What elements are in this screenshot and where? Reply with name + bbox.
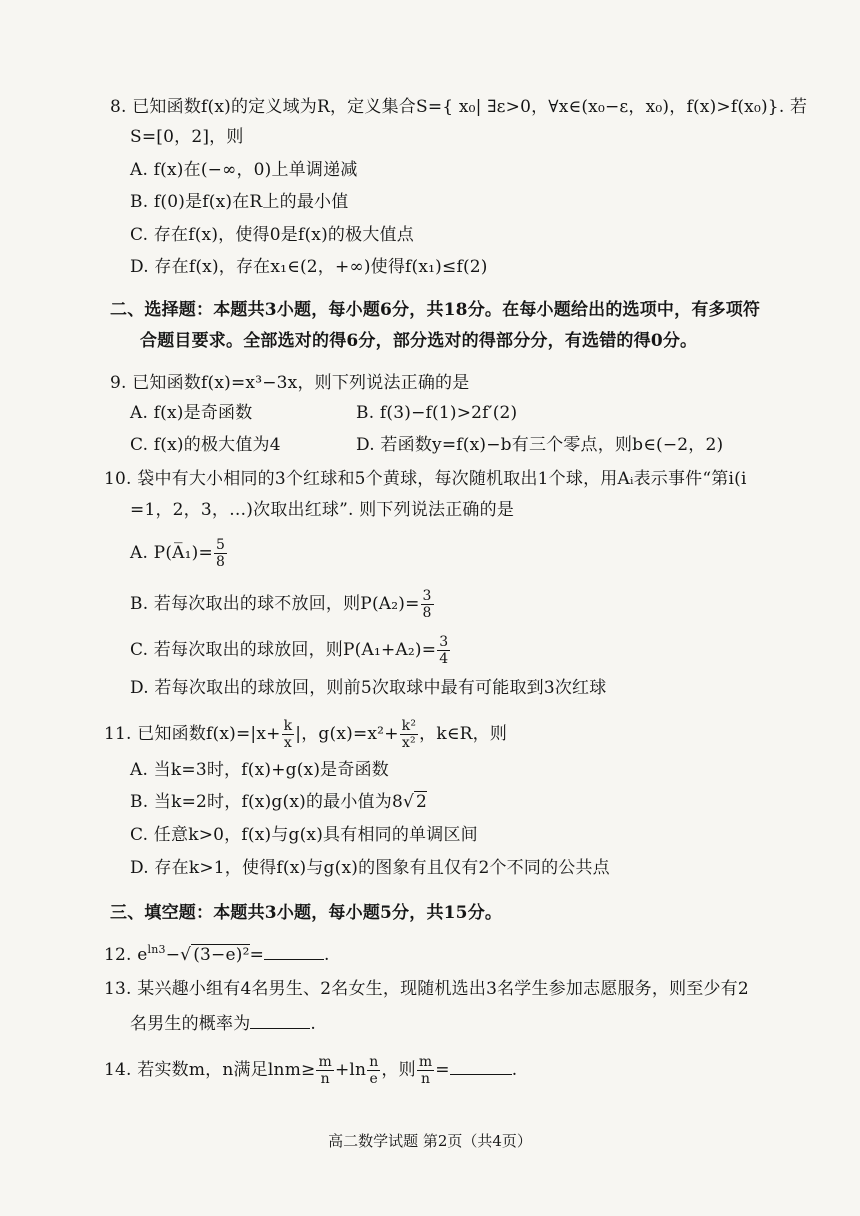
q9-option-c: C. f(x)的极大值为4 <box>130 435 281 455</box>
q13-line1: 13. 某兴趣小组有4名男生、2名女生，现随机选出3名学生参加志愿服务，则至少有2 <box>104 979 749 999</box>
q11-option-c: C. 任意k>0，f(x)与g(x)具有相同的单调区间 <box>130 825 478 845</box>
q14-equals: = <box>435 1060 450 1080</box>
q10-stem-line1: 10. 袋中有大小相同的3个红球和5个黄球，每次随机取出1个球，用Aᵢ表示事件“第i(i <box>104 469 747 489</box>
q11-option-b-text: B. 当k=2时，f(x)g(x)的最小值为8√ <box>130 792 414 812</box>
q9-option-b: B. f(3)−f(1)>2f′(2) <box>356 403 518 423</box>
q14-part1: 14. 若实数m，n满足lnm≥ <box>104 1060 316 1080</box>
q9-option-d: D. 若函数y=f(x)−b有三个零点，则b∈(−2，2) <box>356 435 724 455</box>
q14-answer-blank[interactable] <box>450 1060 512 1075</box>
q11-option-a: A. 当k=3时，f(x)+g(x)是奇函数 <box>130 760 389 780</box>
fraction-denominator: e <box>369 1071 379 1087</box>
fraction-denominator: 4 <box>439 651 449 667</box>
q8-option-b: B. f(0)是f(x)在R上的最小值 <box>130 192 349 212</box>
q13-answer-blank[interactable] <box>250 1014 310 1029</box>
q10-option-c <box>130 634 451 667</box>
q12 <box>104 939 330 966</box>
q14-part3: ，则 <box>381 1060 416 1080</box>
q11-fraction-k2-over-x2 <box>400 718 419 751</box>
q12-period: . <box>324 945 330 965</box>
fraction-numerator: 3 <box>439 634 449 650</box>
fraction-denominator: n <box>320 1071 330 1087</box>
section2-heading-line1: 二、选择题：本题共3小题，每小题6分，共18分。在每小题给出的选项中，有多项符 <box>110 300 761 320</box>
q10-option-c-text: C. 若每次取出的球放回，则P(A₁+A₂)= <box>130 640 437 660</box>
q12-answer-blank[interactable] <box>264 945 324 960</box>
q11-option-b-radicand: 2 <box>416 792 428 812</box>
q14-fraction-m-over-n-answer <box>417 1054 434 1087</box>
q10-option-d: D. 若每次取出的球放回，则前5次取球中最有可能取到3次红球 <box>130 678 607 698</box>
q12-equals: = <box>249 945 265 965</box>
fraction-denominator: x² <box>401 735 416 751</box>
q11-fraction-k-over-x <box>282 718 295 751</box>
q8-stem-line2: S=[0，2]，则 <box>130 127 244 147</box>
q13-line2 <box>130 1013 316 1035</box>
q12-exponent: ln3 <box>147 943 166 956</box>
section2-heading-line2: 合题目要求。全部选对的得6分，部分选对的得部分分，有选错的得0分。 <box>140 331 698 351</box>
fraction-numerator: k² <box>401 718 417 734</box>
q8-stem-line1: 8. 已知函数f(x)的定义域为R，定义集合S={ x₀| ∃ε>0，∀x∈(x₀−ε，x₀)，f(x)>f(x₀)}. 若 <box>110 97 808 117</box>
fraction-numerator: m <box>418 1054 433 1070</box>
q10-option-a-fraction <box>214 537 227 570</box>
q10-option-b-fraction <box>421 588 434 621</box>
q10-option-c-fraction <box>437 634 450 667</box>
fraction-denominator: n <box>420 1071 431 1087</box>
q14-fraction-n-over-e <box>367 1054 380 1087</box>
q13-period: . <box>310 1014 317 1034</box>
q10-option-a-text: A. P(A̅₁)= <box>130 543 213 563</box>
fraction-numerator: 5 <box>215 537 226 553</box>
q8-option-a: A. f(x)在(−∞，0)上单调递减 <box>130 160 358 180</box>
q10-option-b-text: B. 若每次取出的球不放回，则P(A₂)= <box>130 594 420 614</box>
fraction-numerator: 3 <box>422 588 432 604</box>
fraction-denominator: 8 <box>422 605 432 621</box>
q11-option-b <box>130 791 427 813</box>
q12-part2: −√ <box>165 945 192 965</box>
q11-stem-part2: |，g(x)=x²+ <box>295 724 399 744</box>
q14-part2: +ln <box>334 1060 367 1080</box>
q14-fraction-m-over-n <box>316 1054 333 1087</box>
fraction-numerator: n <box>369 1054 379 1070</box>
page-footer: 高二数学试题 第2页（共4页） <box>328 1132 532 1150</box>
fraction-denominator: x <box>283 735 292 751</box>
q11-stem <box>104 718 507 751</box>
q10-option-a <box>130 537 228 570</box>
q8-option-d: D. 存在f(x)，存在x₁∈(2，+∞)使得f(x₁)≤f(2) <box>130 257 488 277</box>
q14 <box>104 1054 517 1087</box>
q11-stem-part1: 11. 已知函数f(x)=|x+ <box>104 724 281 744</box>
fraction-denominator: 8 <box>215 554 226 570</box>
q12-part1: 12. e <box>104 945 148 965</box>
q12-radicand: (3−e)² <box>193 945 250 965</box>
fraction-numerator: k <box>283 718 293 734</box>
q9-stem: 9. 已知函数f(x)=x³−3x，则下列说法正确的是 <box>110 373 470 393</box>
q8-option-c: C. 存在f(x)，使得0是f(x)的极大值点 <box>130 225 414 245</box>
q10-stem-line2: =1，2，3，…)次取出红球”. 则下列说法正确的是 <box>130 500 515 520</box>
q14-period: . <box>511 1060 518 1080</box>
fraction-numerator: m <box>318 1054 332 1070</box>
section3-heading: 三、填空题：本题共3小题，每小题5分，共15分。 <box>110 903 503 923</box>
q11-option-d: D. 存在k>1，使得f(x)与g(x)的图象有且仅有2个不同的公共点 <box>130 858 610 878</box>
q13-line2-text: 名男生的概率为 <box>130 1014 251 1034</box>
q10-option-b <box>130 588 435 621</box>
q11-stem-part3: ，k∈R，则 <box>419 724 508 744</box>
q9-option-a: A. f(x)是奇函数 <box>130 403 253 423</box>
